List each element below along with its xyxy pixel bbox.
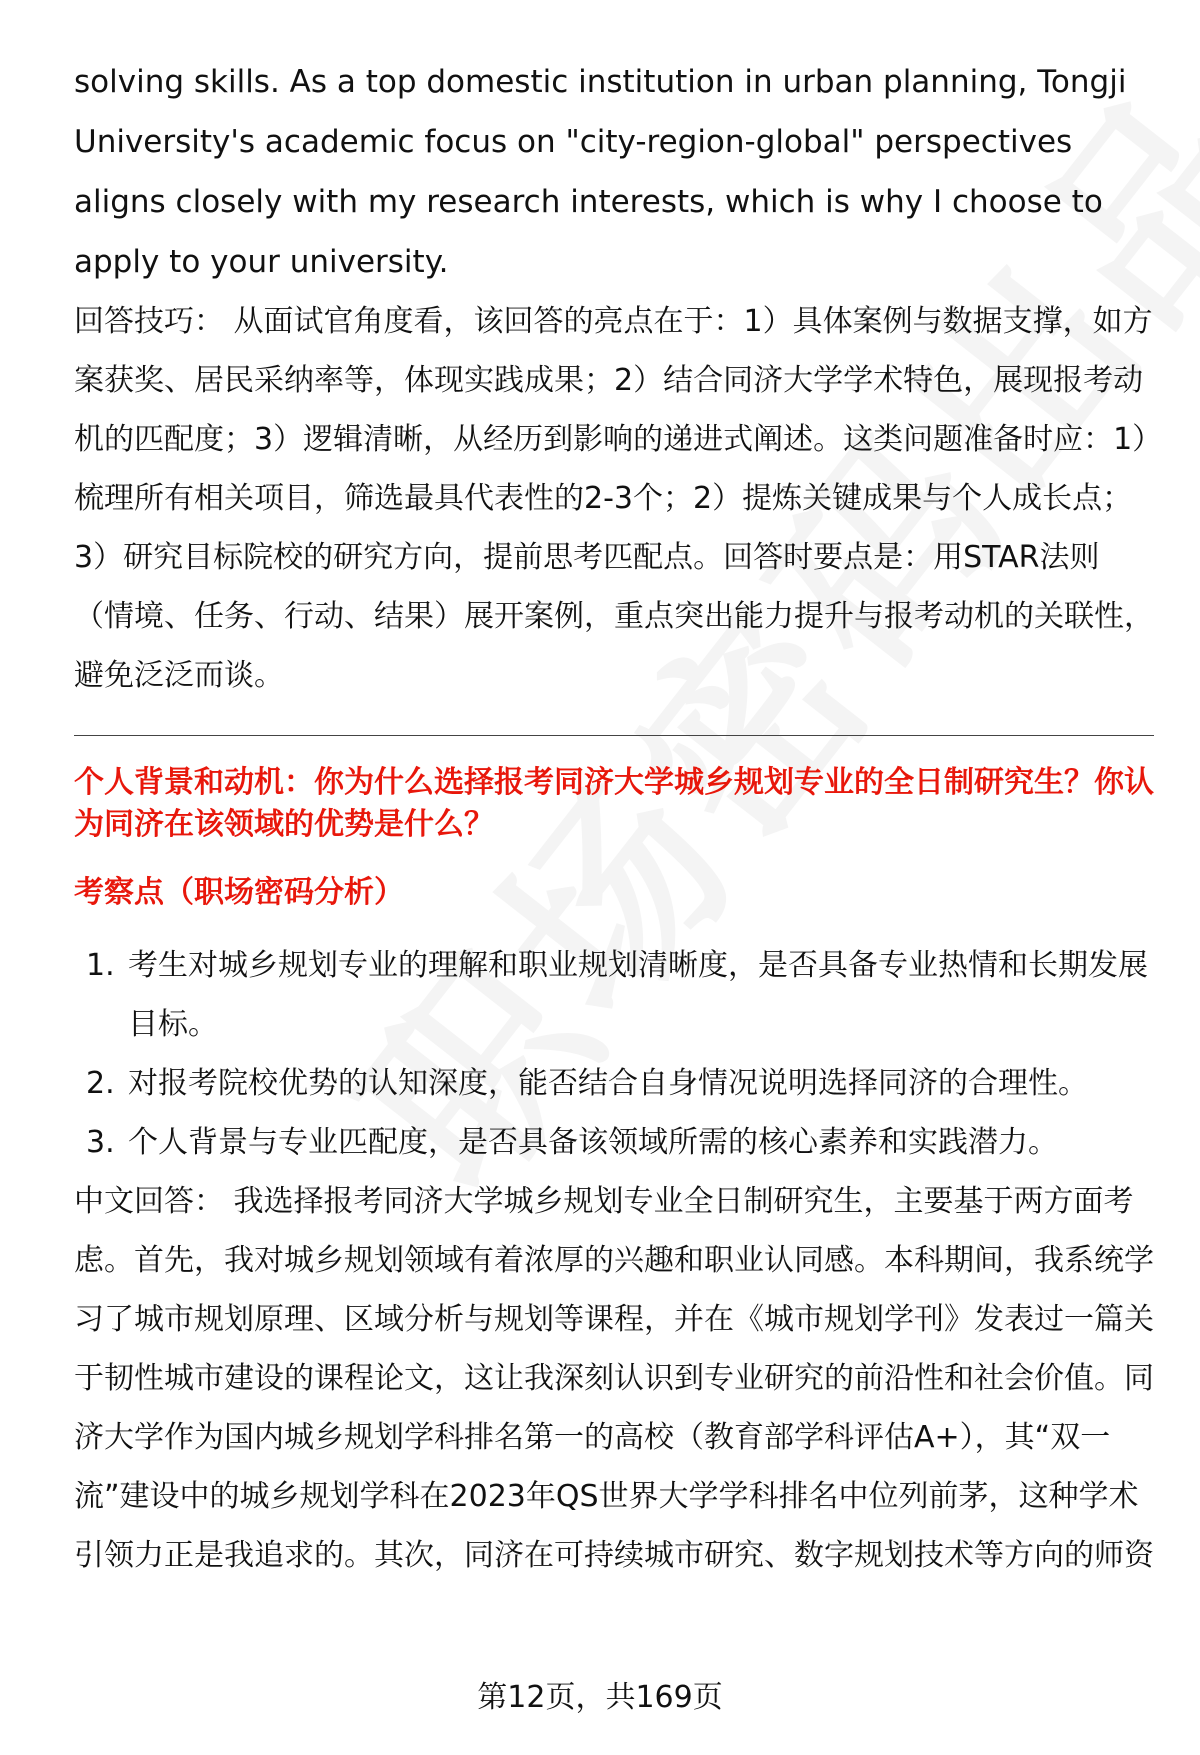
list-item-text: 对报考院校优势的认知深度，能否结合自身情况说明选择同济的合理性。 <box>128 1066 1088 1101</box>
list-item-number: 1. <box>86 948 115 983</box>
list-item <box>74 936 1154 1054</box>
question-heading: 个人背景和动机：你为什么选择报考同济大学城乡规划专业的全日制研究生？你认为同济在该领域的优势是什么？ <box>74 765 1154 842</box>
english-answer-tail: solving skills. As a top domestic institution in urban planning, Tongji University's academic focus on "city-region-global" perspectives aligns closely with my research interests, which is why I choose to apply to your university. <box>74 64 1127 280</box>
chinese-answer: 中文回答： 我选择报考同济大学城乡规划专业全日制研究生，主要基于两方面考虑。首先，我对城乡规划领域有着浓厚的兴趣和职业认同感。本科期间，我系统学习了城市规划原理、区域分析与规划等课程，并在《城市规划学刊》发表过一篇关于韧性城市建设的课程论文，这让我深刻认识到专业研究的前沿性和社会价值。同济大学作为国内城乡规划学科排名第一的高校（教育部学科评估A+），其“双一流”建设中的城乡规划学科在2023年QS世界大学学科排名中位列前茅，这种学术引领力正是我追求的。其次，同济在可持续城市研究、数字规划技术等方向的师资 <box>74 1184 1154 1573</box>
page-content <box>74 52 1154 1585</box>
focus-points-list <box>74 936 1154 1172</box>
list-item-text: 考生对城乡规划专业的理解和职业规划清晰度，是否具备专业热情和长期发展目标。 <box>128 948 1148 1042</box>
list-item <box>74 1113 1154 1172</box>
answer-tips: 回答技巧： 从面试官角度看，该回答的亮点在于：1）具体案例与数据支撑，如方案获奖、居民采纳率等，体现实践成果；2）结合同济大学学术特色，展现报考动机的匹配度；3）逻辑清晰，从经历到影响的递进式阐述。这类问题准备时应：1）梳理所有相关项目，筛选最具代表性的2-3个；2）提炼关键成果与个人成长点；3）研究目标院校的研究方向，提前思考匹配点。回答时要点是：用STAR法则（情境、任务、行动、结果）展开案例，重点突出能力提升与报考动机的关联性，避免泛泛而谈。 <box>74 304 1154 693</box>
list-item-number: 2. <box>86 1066 115 1101</box>
page-number: 第12页，共169页 <box>477 1680 723 1715</box>
list-item-number: 3. <box>86 1125 115 1160</box>
list-item <box>74 1054 1154 1113</box>
focus-points-title: 考察点（职场密码分析） <box>74 875 404 910</box>
section-divider <box>74 735 1154 736</box>
list-item-text: 个人背景与专业匹配度，是否具备该领域所需的核心素养和实践潜力。 <box>128 1125 1058 1160</box>
